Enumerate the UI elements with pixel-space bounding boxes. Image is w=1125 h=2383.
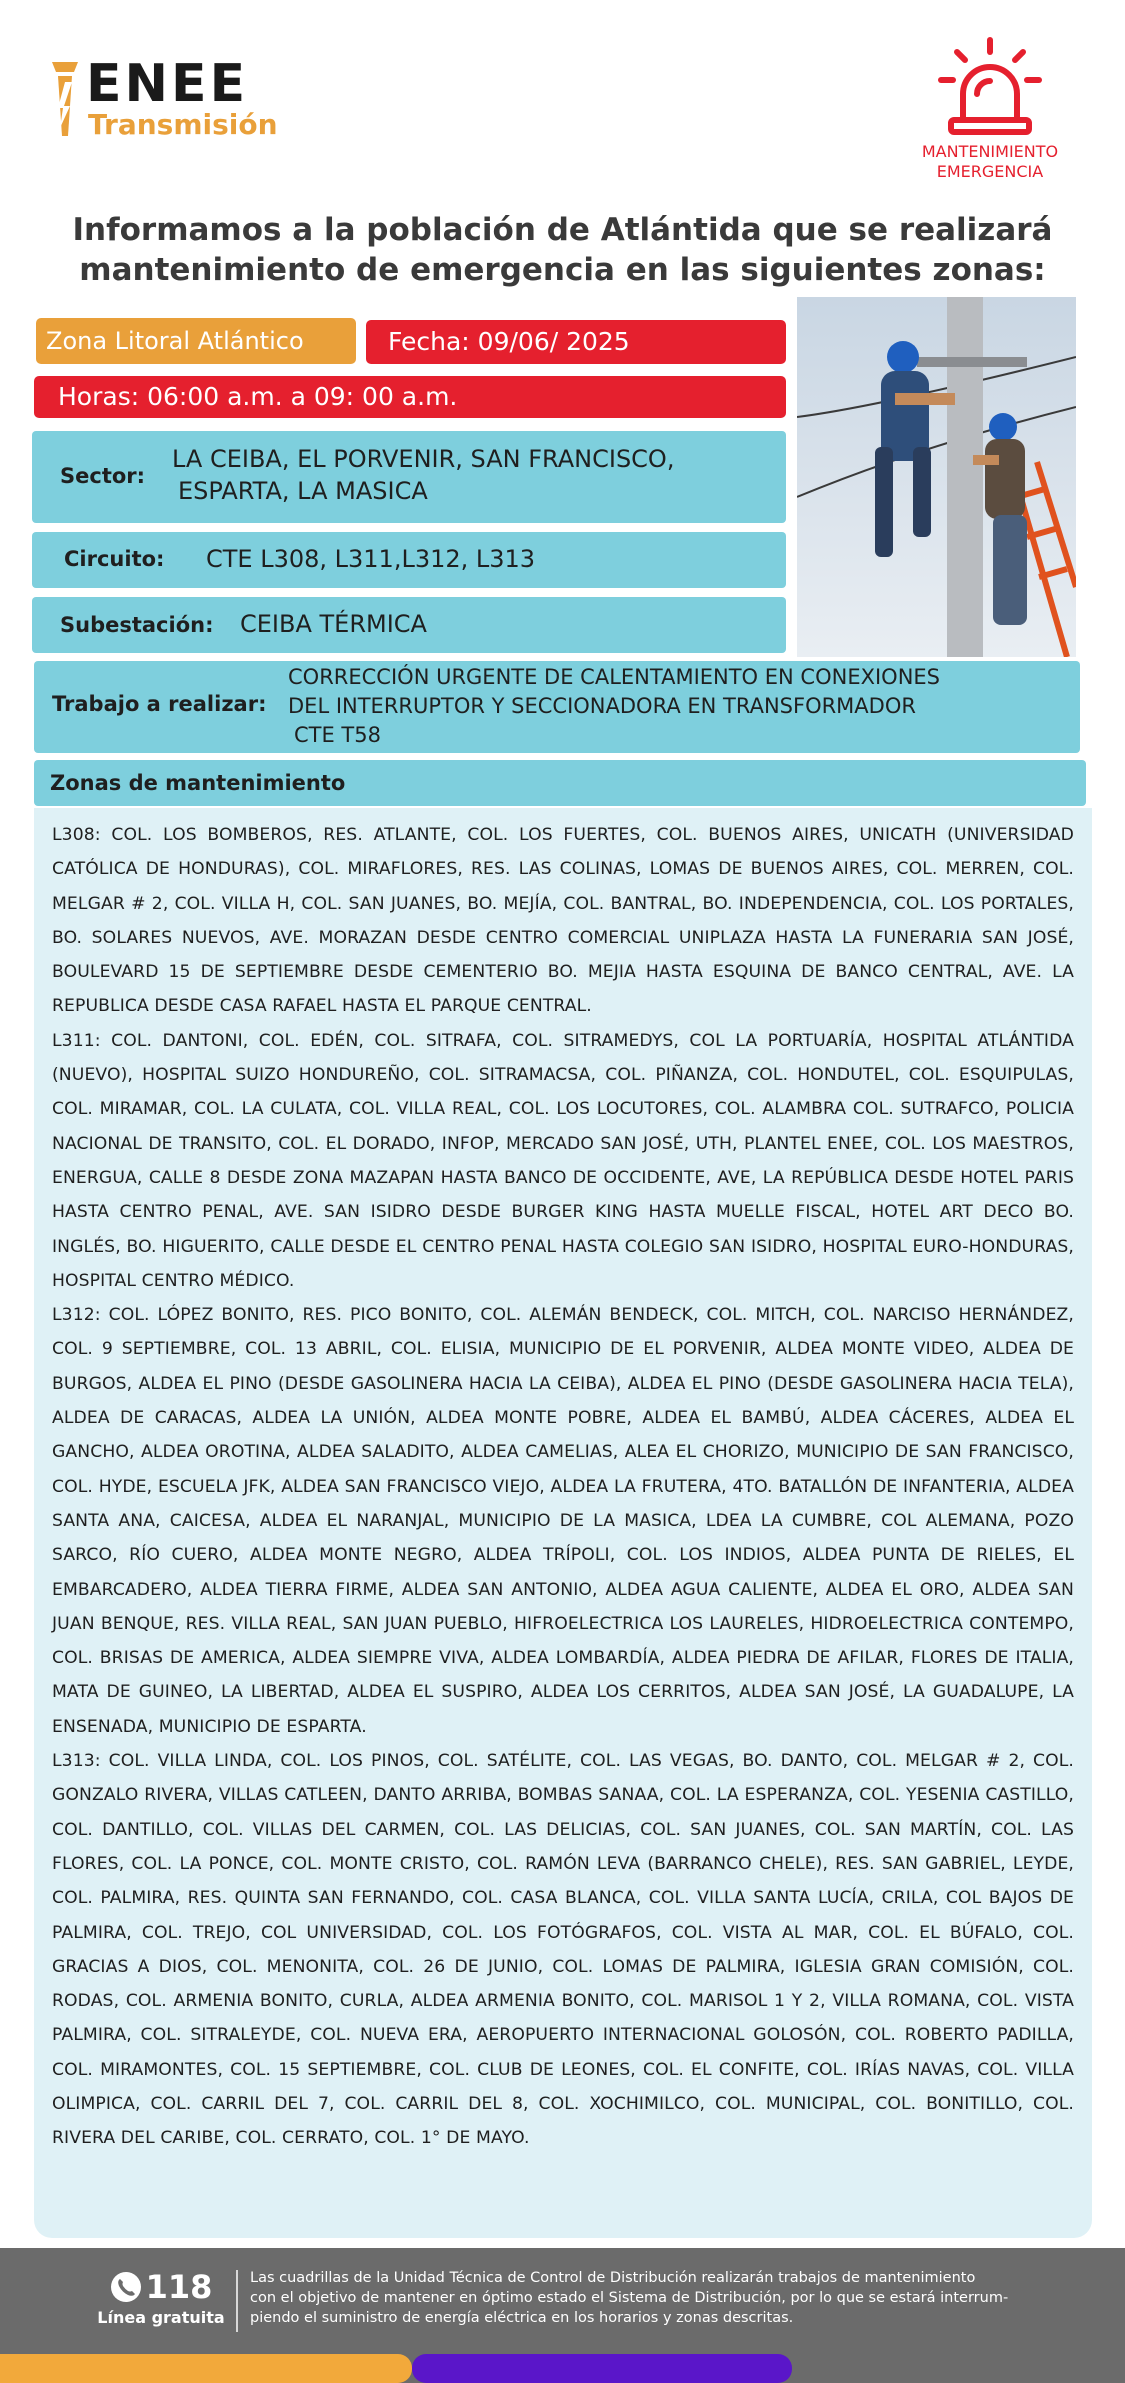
page-title	[20, 210, 1105, 290]
decor-bar-purple	[412, 2354, 792, 2383]
sector-line1: LA CEIBA, EL PORVENIR, SAN FRANCISCO,	[172, 445, 675, 473]
enee-logo	[52, 54, 292, 148]
footer-line1: Las cuadrillas de la Unidad Técnica de Control de Distribución realizarán trabajos de mantenimiento	[250, 2270, 976, 2286]
zone-badge: Zona Litoral Atlántico	[36, 318, 356, 364]
sector-line2: ESPARTA, LA MASICA	[178, 477, 428, 505]
zones-list	[34, 808, 1092, 2238]
hotline	[96, 2268, 226, 2338]
enee-logo-icon	[52, 62, 78, 136]
phone-icon	[110, 2271, 142, 2303]
decor-bar-orange	[0, 2354, 412, 2383]
work-value	[288, 663, 940, 750]
work-label: Trabajo a realizar:	[52, 692, 267, 716]
sector-label: Sector:	[60, 464, 146, 488]
zone-l312: L312: COL. LÓPEZ BONITO, RES. PICO BONITO, COL. ALEMÁN BENDECK, COL. MITCH, COL. NARCISO HERNÁNDEZ, COL. 9 SEPTIEMBRE, COL. 13 ABRIL, COL. ELISIA, MUNICIPIO DE EL PORVENIR, ALDEA MONTE VIDEO, ALDEA DE BURGOS, ALDEA EL PINO (DESDE GASOLINERA HACIA LA CEIBA), ALDEA EL PINO (DESDE GASOLINERA HACIA TELA), ALDEA DE CARACAS, ALDEA LA UNIÓN, ALDEA MONTE POBRE, ALDEA EL BAMBÚ, ALDEA CÁCERES, ALDEA EL GANCHO, ALDEA OROTINA, ALDEA SALADITO, ALDEA CAMELIAS, ALEA EL CHORIZO, MUNICIPIO DE SAN FRANCISCO, COL. HYDE, ESCUELA JFK, ALDEA SAN FRANCISCO VIEJO, ALDEA LA FRUTERA, 4TO. BATALLÓN DE INFANTERIA, ALDEA SANTA ANA, CAICESA, ALDEA EL NARANJAL, MUNICIPIO DE LA MASICA, LDEA LA CUMBRE, COL ALEMANA, POZO SARCO, RÍO CUERO, ALDEA MONTE NEGRO, ALDEA TRÍPOLI, COL. LOS INDIOS, ALDEA PUNTA DE RIELES, EL EMBARCADERO, ALDEA TIERRA FIRME, ALDEA SAN ANTONIO, ALDEA AGUA CALIENTE, ALDEA EL ORO, ALDEA SAN JUAN BENQUE, RES. VILLA REAL, SAN JUAN PUEBLO, HIFROELECTRICA LOS LAURELES, HIDROELECTRICA CONTEMPO, COL. BRISAS DE AMERICA, ALDEA SIEMPRE VIVA, ALDEA LOMBARDÍA, ALDEA PIEDRA DE AFILAR, FLORES DE ITALIA, MATA DE GUINEO, LA LIBERTAD, ALDEA EL SUSPIRO, ALDEA LOS CERRITOS, ALDEA SAN JOSÉ, LA GUADALUPE, LA ENSENADA, MUNICIPIO DE ESPARTA.	[52, 1305, 1074, 1737]
zones-header	[34, 760, 1086, 806]
substation-label: Subestación:	[60, 613, 214, 637]
footer-divider	[236, 2270, 238, 2332]
headline-line2: mantenimiento de emergencia en las siguientes zonas:	[79, 252, 1046, 288]
workers-photo	[797, 297, 1076, 657]
footer-line2: con el objetivo de mantener en óptimo estado el Sistema de Distribución, por lo que se estará interrum-	[250, 2290, 1009, 2306]
emergency-badge	[900, 36, 1080, 186]
substation-value: CEIBA TÉRMICA	[240, 610, 427, 638]
footer-line3: piendo el suministro de energía eléctrica en los horarios y zonas descritas.	[250, 2310, 794, 2326]
headline-line1: Informamos a la población de Atlántida que se realizará	[72, 212, 1053, 248]
sector-box	[32, 431, 786, 523]
zone-l308: L308: COL. LOS BOMBEROS, RES. ATLANTE, COL. LOS FUERTES, COL. BUENOS AIRES, UNICATH (UNIVERSIDAD CATÓLICA DE HONDURAS), COL. MIRAFLORES, RES. LAS COLINAS, LOMAS DE BUENOS AIRES, COL. MERREN, COL. MELGAR # 2, COL. VILLA H, COL. SAN JUANES, BO. MEJÍA, COL. BANTRAL, BO. INDEPENDENCIA, COL. LOS PORTALES, BO. SOLARES NUEVOS, AVE. MORAZAN DESDE CENTRO COMERCIAL UNIPLAZA HASTA LA FUNERARIA SAN JOSÉ, BOULEVARD 15 DE SEPTIEMBRE DESDE CEMENTERIO BO. MEJIA HASTA ESQUINA DE BANCO CENTRAL, AVE. LA REPUBLICA DESDE CASA RAFAEL HASTA EL PARQUE CENTRAL.	[52, 825, 1074, 1017]
zone-l311: L311: COL. DANTONI, COL. EDÉN, COL. SITRAFA, COL. SITRAMEDYS, COL LA PORTUARÍA, HOSPITAL ATLÁNTIDA (NUEVO), HOSPITAL SUIZO HONDUREÑO, COL. SITRAMACSA, COL. PIÑANZA, COL. HONDUTEL, COL. ESQUIPULAS, COL. MIRAMAR, COL. LA CULATA, COL. VILLA REAL, COL. LOS LOCUTORES, COL. ALAMBRA COL. SUTRAFCO, POLICIA NACIONAL DE TRANSITO, COL. EL DORADO, INFOP, MERCADO SAN JOSÉ, UTH, PLANTEL ENEE, COL. LOS MAESTROS, ENERGUA, CALLE 8 DESDE ZONA MAZAPAN HASTA BANCO DE OCCIDENTE, AVE, LA REPÚBLICA DESDE HOTEL PARIS HASTA CENTRO PENAL, AVE. SAN ISIDRO DESDE BURGER KING HASTA MUELLE FISCAL, HOTEL ART DECO BO. INGLÉS, BO. HIGUERITO, CALLE DESDE EL CENTRO PENAL HASTA COLEGIO SAN ISIDRO, HOSPITAL EURO-HONDURAS, HOSPITAL CENTRO MÉDICO.	[52, 1030, 1074, 1291]
circuit-value: CTE L308, L311,L312, L313	[206, 545, 536, 573]
hours-badge: Horas: 06:00 a.m. a 09: 00 a.m.	[34, 376, 786, 418]
brand-name: ENEE	[86, 54, 249, 114]
zones-title: Zonas de mantenimiento	[50, 771, 346, 795]
footer-notice	[250, 2268, 1050, 2328]
work-box	[34, 661, 1080, 753]
alarm-light-icon	[935, 36, 1045, 136]
alarm-label-line2: EMERGENCIA	[936, 162, 1044, 181]
alarm-label-line1: MANTENIMIENTO	[921, 142, 1059, 161]
brand-division: Transmisión	[88, 108, 278, 141]
sector-value	[172, 443, 674, 507]
work-line1: CORRECCIÓN URGENTE DE CALENTAMIENTO EN CONEXIONES	[288, 665, 941, 689]
substation-box	[32, 597, 786, 653]
hotline-label: Línea gratuita	[97, 2308, 225, 2327]
work-line2: DEL INTERRUPTOR Y SECCIONADORA EN TRANSFORMADOR	[288, 694, 916, 718]
hotline-number: 118	[145, 2268, 213, 2306]
work-line3: CTE T58	[294, 723, 381, 747]
circuit-label: Circuito:	[64, 547, 165, 571]
zone-l313: L313: COL. VILLA LINDA, COL. LOS PINOS, COL. SATÉLITE, COL. LAS VEGAS, BO. DANTO, COL. MELGAR # 2, COL. GONZALO RIVERA, VILLAS CATLEEN, DANTO ARRIBA, BOMBAS SANAA, COL. LA ESPERANZA, COL. YESENIA CASTILLO, COL. DANTILLO, COL. VILLAS DEL CARMEN, COL. LAS DELICIAS, COL. SAN JUANES, COL. SAN MARTÍN, COL. LAS FLORES, COL. LA PONCE, COL. MONTE CRISTO, COL. RAMÓN LEVA (BARRANCO CHELE), RES. SAN GABRIEL, LEYDE, COL. PALMIRA, RES. QUINTA SAN FERNANDO, COL. CASA BLANCA, COL. VILLA SANTA LUCÍA, CRILA, COL BAJOS DE PALMIRA, COL. TREJO, COL UNIVERSIDAD, COL. LOS FOTÓGRAFOS, COL. VISTA AL MAR, COL. EL BÚFALO, COL. GRACIAS A DIOS, COL. MENONITA, COL. 26 DE JUNIO, COL. LOMAS DE PALMIRA, IGLESIA GRAN COMISIÓN, COL. RODAS, COL. ARMENIA BONITO, CURLA, ALDEA ARMENIA BONITO, COL. MARISOL 1 Y 2, VILLA ROMANA, COL. VISTA PALMIRA, COL. SITRALEYDE, COL. NUEVA ERA, AEROPUERTO INTERNACIONAL GOLOSÓN, COL. ROBERTO PADILLA, COL. MIRAMONTES, COL. 15 SEPTIEMBRE, COL. CLUB DE LEONES, COL. EL CONFITE, COL. IRÍAS NAVAS, COL. VILLA OLIMPICA, COL. CARRIL DEL 7, COL. CARRIL DEL 8, COL. XOCHIMILCO, COL. MUNICIPAL, COL. BONITILLO, COL. RIVERA DEL CARIBE, COL. CERRATO, COL. 1° DE MAYO.	[52, 1751, 1074, 2149]
circuit-box	[32, 532, 786, 588]
date-badge: Fecha: 09/06/ 2025	[366, 320, 786, 364]
